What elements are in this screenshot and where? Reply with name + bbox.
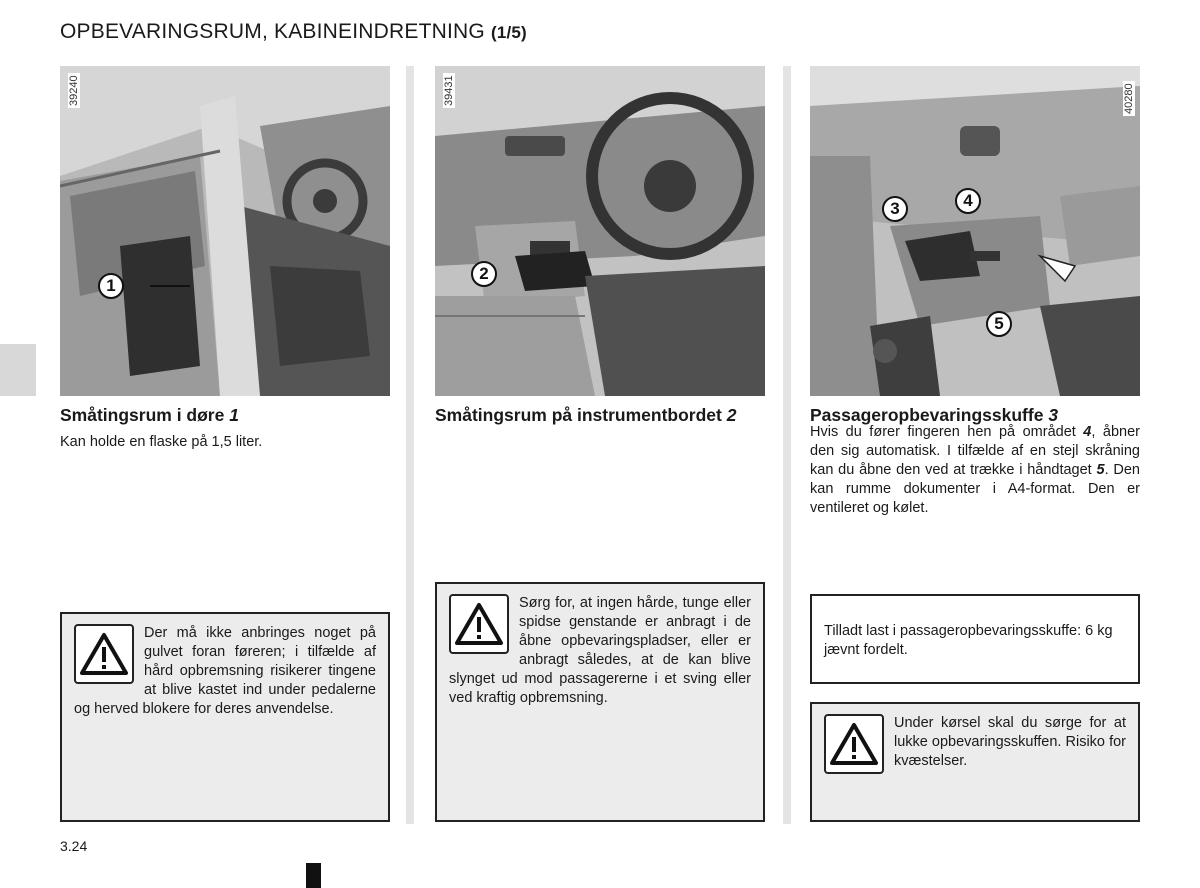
warning-text: Sørg for, at ingen hårde, tunge eller spidse genstande er anbragt i de åbne opbevaringspladser, eller er anbragt således, at de kan blive slynget ud mod passagererne i et sving eller ved kraftig opbremsning. xyxy=(449,595,751,706)
section-heading xyxy=(60,404,390,426)
heading-text: Passageropbevaringsskuffe xyxy=(810,405,1044,425)
warning-triangle-icon xyxy=(74,624,134,684)
warning-text: Under kørsel skal du sørge for at lukke opbevaringsskuffen. Risiko for kvæstelser. xyxy=(894,715,1126,769)
image-code: 39240 xyxy=(68,75,80,106)
warning-box xyxy=(810,702,1140,822)
heading-ref: 1 xyxy=(229,405,239,425)
heading-text: Småtingsrum på instrumentbordet xyxy=(435,405,722,425)
callout-marker: 5 xyxy=(986,311,1012,337)
body-paragraph xyxy=(810,423,1140,518)
passenger-drawer-photo xyxy=(810,66,1140,396)
title-part: (1/5) xyxy=(490,23,527,42)
callout-marker: 4 xyxy=(955,188,981,214)
door-pocket-photo xyxy=(60,66,390,396)
page-number: 3.24 xyxy=(60,838,88,854)
callout-marker: 3 xyxy=(882,196,908,222)
image-code: 39431 xyxy=(443,75,455,106)
section-heading xyxy=(435,404,765,426)
image-code: 40280 xyxy=(1123,83,1135,114)
title-text: OPBEVARINGSRUM, KABINEINDRETNING xyxy=(60,20,485,43)
column-divider xyxy=(783,66,791,824)
warning-text: Der må ikke anbringes noget på gulvet foran føreren; i tilfælde af hård opbremsning risikerer tingene at blive kastet ind under pedalerne og herved blokere for deres anvendelse. xyxy=(74,625,376,717)
body-ref: 4 xyxy=(1083,424,1092,440)
heading-text: Småtingsrum i døre xyxy=(60,405,225,425)
info-box xyxy=(810,594,1140,684)
body-text-part: Hvis du fører fingeren hen på området xyxy=(810,424,1084,440)
body-text-part: , åbner den sig automatisk. I tilfælde af en stejl skråning kan du åbne den ved at trække i håndtaget xyxy=(810,424,1140,478)
body-paragraph: Kan holde en flaske på 1,5 liter. xyxy=(60,434,263,450)
heading-ref: 2 xyxy=(726,405,737,425)
column-divider xyxy=(406,66,414,824)
body-text-part: . Den kan rumme dokumenter i A4-format. Den er ventileret og kølet. xyxy=(810,462,1140,516)
section-tab xyxy=(0,344,36,396)
info-text: Tilladt last i passageropbevaringsskuffe: 6 kg jævnt fordelt. xyxy=(824,623,1113,658)
warning-box xyxy=(435,582,765,822)
callout-marker: 2 xyxy=(471,261,497,287)
callout-marker: 1 xyxy=(98,273,124,299)
warning-box xyxy=(60,612,390,822)
warning-triangle-icon xyxy=(824,714,884,774)
body-ref: 5 xyxy=(1096,462,1105,478)
print-mark xyxy=(306,863,321,888)
page-title xyxy=(60,20,527,44)
dashboard-storage-photo xyxy=(435,66,765,396)
warning-triangle-icon xyxy=(449,594,509,654)
heading-ref: 3 xyxy=(1048,405,1059,425)
